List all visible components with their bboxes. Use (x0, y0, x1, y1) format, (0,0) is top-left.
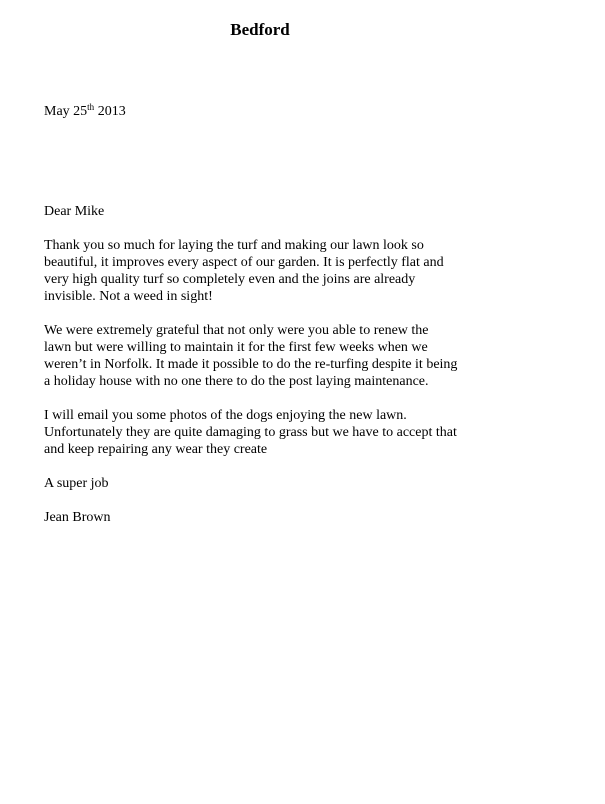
paragraph-line: weren’t in Norfolk. It made it possible to do the re-turfing despite it being (44, 357, 458, 372)
paragraph-line: I will email you some photos of the dogs enjoying the new lawn. (44, 408, 407, 423)
paragraph-maintenance (44, 322, 494, 390)
date-year: 2013 (94, 104, 126, 119)
paragraph-line: a holiday house with no one there to do the post laying maintenance. (44, 374, 429, 389)
paragraph-line: very high quality turf so completely even and the joins are already (44, 272, 416, 287)
letter-body (44, 203, 494, 543)
salutation: Dear Mike (44, 204, 105, 219)
closing-line: A super job (44, 476, 109, 491)
paragraph-photos (44, 407, 494, 458)
letter-heading: Bedford (230, 20, 290, 39)
paragraph-line: beautiful, it improves every aspect of our garden. It is perfectly flat and (44, 255, 444, 270)
paragraph-line: We were extremely grateful that not only were you able to renew the (44, 323, 429, 338)
signature-name: Jean Brown (44, 510, 111, 525)
paragraph-line: Unfortunately they are quite damaging to grass but we have to accept that (44, 425, 457, 440)
paragraph-line: and keep repairing any wear they create (44, 442, 268, 457)
paragraph-line: invisible. Not a weed in sight! (44, 289, 213, 304)
paragraph-line: Thank you so much for laying the turf and making our lawn look so (44, 238, 424, 253)
paragraph-line: lawn but were willing to maintain it for the first few weeks when we (44, 340, 428, 355)
date-suffix: th (87, 102, 95, 112)
paragraph-thanks (44, 237, 494, 305)
date-day: May 25 (44, 104, 88, 119)
letter-date (44, 102, 126, 122)
